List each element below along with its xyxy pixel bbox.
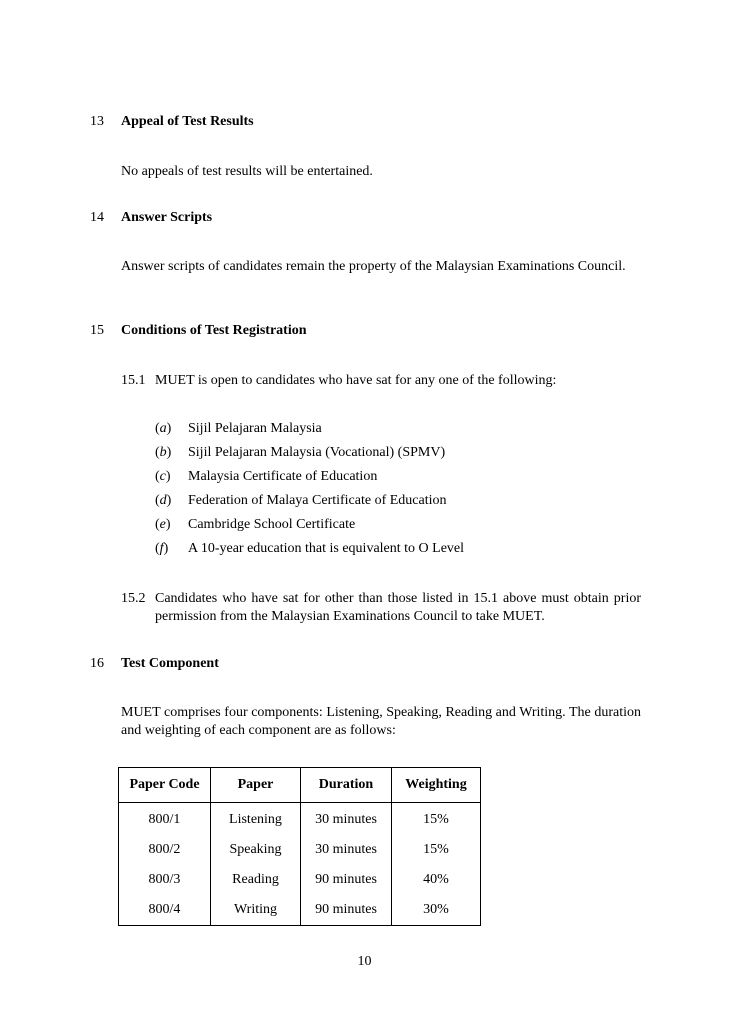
list-item-letter: (c) [155,469,171,484]
table-cell: 800/4 [119,895,211,926]
list-item: Malaysia Certificate of Education [188,469,378,484]
section-16-heading: Test Component [121,656,219,671]
section-16-text: MUET comprises four components: Listening, Speaking, Reading and Writing. The duration and weighting of each component are as follows: [121,705,641,738]
table-cell: 90 minutes [301,895,392,926]
list-item: A 10-year education that is equivalent to O Level [188,541,465,556]
table-cell: 15% [392,803,481,836]
table-cell: Listening [211,803,301,836]
column-header: Weighting [392,768,481,803]
table-row [119,895,481,926]
list-item-letter: (e) [155,517,171,532]
table-cell: 800/3 [119,865,211,895]
column-header: Paper Code [119,768,211,803]
list-item: Federation of Malaya Certificate of Education [188,493,447,508]
sub-15-2-number: 15.2 [121,591,146,606]
table-cell: 800/2 [119,835,211,865]
section-13-heading: Appeal of Test Results [121,114,254,129]
table-cell: 30 minutes [301,803,392,836]
column-header: Paper [211,768,301,803]
table-cell: 30% [392,895,481,926]
list-item-letter: (b) [155,445,172,460]
page-number: 10 [357,954,372,969]
list-item-letter: (f) [155,541,169,556]
table-row [119,865,481,895]
section-16-number: 16 [90,656,104,671]
table-row [119,835,481,865]
table-cell: 30 minutes [301,835,392,865]
list-item: Sijil Pelajaran Malaysia [188,421,322,436]
section-15-heading: Conditions of Test Registration [121,323,307,338]
table-cell: Speaking [211,835,301,865]
section-14-heading: Answer Scripts [121,210,213,225]
table-cell: Writing [211,895,301,926]
list-item-letter: (d) [155,493,172,508]
section-14-number: 14 [90,210,104,225]
table-cell: Reading [211,865,301,895]
column-header: Duration [301,768,392,803]
section-13-number: 13 [90,114,104,129]
table-cell: 800/1 [119,803,211,836]
sub-15-2-text: Candidates who have sat for other than those listed in 15.1 above must obtain prior permission from the Malaysian Examinations Council to take MUET. [155,591,641,624]
sub-15-1-number: 15.1 [121,373,146,388]
section-13-text: No appeals of test results will be entertained. [121,164,373,179]
table-cell: 90 minutes [301,865,392,895]
list-item: Cambridge School Certificate [188,517,356,532]
table-header-row [119,768,481,803]
table-cell: 40% [392,865,481,895]
list-item-letter: (a) [155,421,172,436]
table-row [119,803,481,836]
table-cell: 15% [392,835,481,865]
section-14-text: Answer scripts of candidates remain the property of the Malaysian Examinations Council. [121,259,626,274]
sub-15-1-text: MUET is open to candidates who have sat for any one of the following: [155,373,557,388]
list-item: Sijil Pelajaran Malaysia (Vocational) (SPMV) [188,445,446,460]
test-component-table [118,767,481,926]
section-15-number: 15 [90,323,104,338]
